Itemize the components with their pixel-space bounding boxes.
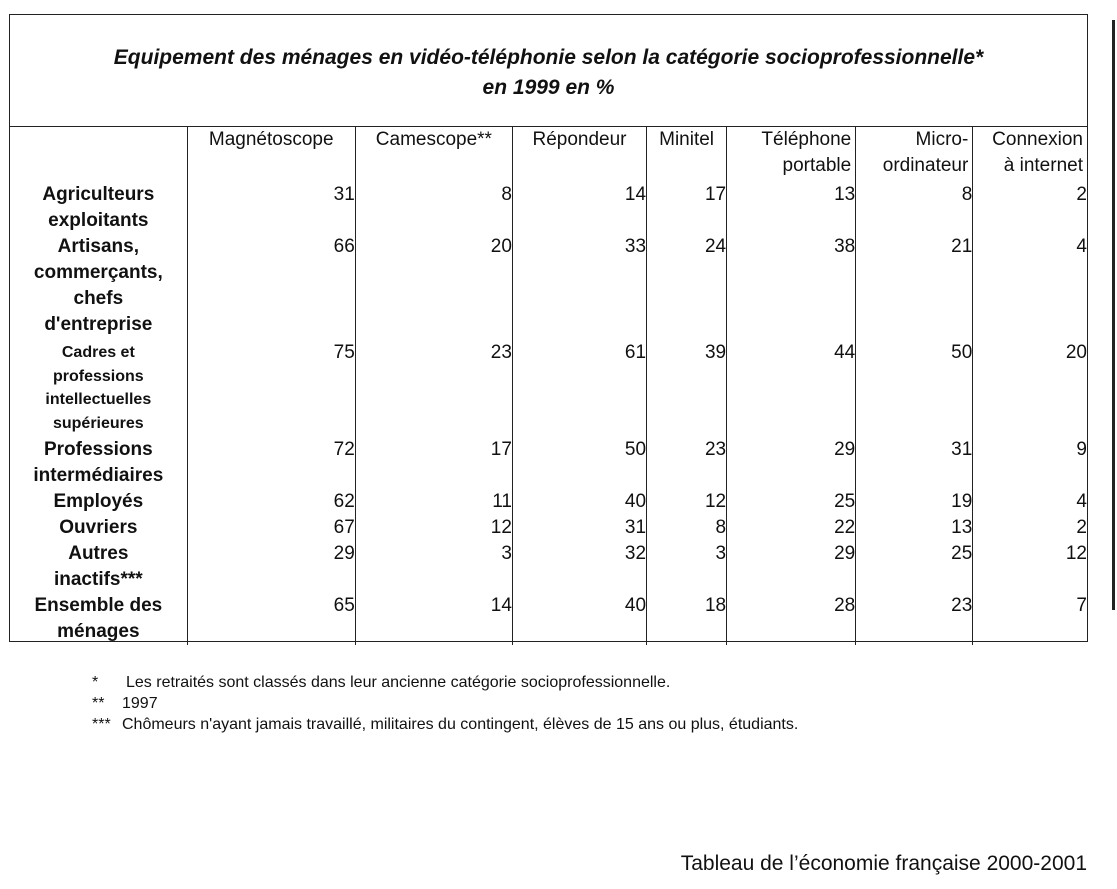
row-label-line: ménages (57, 621, 140, 642)
table-cell: 12 (355, 515, 512, 541)
row-label (10, 437, 187, 489)
table-cell: 12 (973, 541, 1087, 593)
table-row (10, 234, 1087, 340)
row-label-line: d'entreprise (44, 314, 153, 335)
table-cell: 31 (512, 515, 646, 541)
table-cell: 7 (973, 593, 1087, 645)
table-cell: 24 (647, 234, 727, 340)
row-label-line: Ouvriers (59, 517, 138, 538)
table-cell: 22 (727, 515, 856, 541)
column-header-text: Camescope** (375, 129, 492, 150)
footnote (92, 714, 798, 735)
row-label-line: professions (52, 367, 144, 385)
table-cell: 18 (647, 593, 727, 645)
table-cell: 25 (727, 489, 856, 515)
column-header-text: portable (782, 155, 852, 176)
footnote-mark: * (92, 674, 99, 691)
row-label (10, 593, 187, 645)
table-cell: 29 (727, 541, 856, 593)
table-cell: 13 (727, 182, 856, 234)
row-label-line: Agriculteurs (42, 184, 155, 205)
table-cell: 12 (647, 489, 727, 515)
data-table (10, 127, 1087, 645)
table-cell: 17 (647, 182, 727, 234)
table-cell: 32 (512, 541, 646, 593)
table-cell: 40 (512, 593, 646, 645)
table-row (10, 437, 1087, 489)
column-header (512, 127, 646, 182)
column-header (647, 127, 727, 182)
column-header-text: ordinateur (882, 155, 969, 176)
row-label (10, 234, 187, 340)
table-cell: 65 (187, 593, 355, 645)
row-label (10, 515, 187, 541)
table-cell: 31 (187, 182, 355, 234)
table-cell: 29 (187, 541, 355, 593)
table-cell: 23 (647, 437, 727, 489)
row-label-line: commerçants, (33, 262, 163, 283)
table-cell: 23 (856, 593, 973, 645)
table-cell: 28 (727, 593, 856, 645)
table-cell: 40 (512, 489, 646, 515)
column-header-text: Connexion (992, 129, 1083, 150)
column-header-text: Micro- (915, 129, 969, 150)
row-label-line: intermédiaires (33, 465, 164, 486)
column-header-text: à internet (1003, 155, 1083, 176)
table-cell: 17 (355, 437, 512, 489)
table-cell: 25 (856, 541, 973, 593)
column-header-text: Répondeur (532, 129, 627, 150)
footnotes (92, 672, 798, 735)
table-title-line1: Equipement des ménages en vidéo-téléphonie selon la catégorie socioprofessionnelle* (113, 45, 984, 69)
table-row (10, 593, 1087, 645)
table-title-line2: en 1999 en % (482, 75, 615, 99)
row-label-line: intellectuelles (45, 391, 152, 408)
table-cell: 20 (973, 340, 1087, 437)
row-label-line: supérieures (52, 414, 144, 432)
footnote-text: Les retraités sont classés dans leur ancienne catégorie socioprofessionnelle. (126, 674, 671, 691)
table-cell: 2 (973, 182, 1087, 234)
footnote (92, 693, 798, 714)
table-cell: 4 (973, 489, 1087, 515)
row-label-line: Autres (68, 543, 129, 564)
row-label-line: inactifs*** (53, 569, 143, 590)
table-cell: 66 (187, 234, 355, 340)
row-label-line: Ensemble des (34, 595, 163, 616)
table-row (10, 489, 1087, 515)
table-cell: 9 (973, 437, 1087, 489)
column-header (187, 127, 355, 182)
table-cell: 62 (187, 489, 355, 515)
table-cell: 8 (856, 182, 973, 234)
row-label-line: Professions (43, 439, 153, 460)
table-cell: 38 (727, 234, 856, 340)
source-citation: Tableau de l’économie française 2000-2001 (680, 852, 1087, 875)
table-cell: 72 (187, 437, 355, 489)
column-header (355, 127, 512, 182)
table-cell: 50 (512, 437, 646, 489)
table-cell: 8 (647, 515, 727, 541)
table-cell: 19 (856, 489, 973, 515)
table-row (10, 541, 1087, 593)
table-cell: 75 (187, 340, 355, 437)
title-box (10, 15, 1087, 127)
table-cell: 2 (973, 515, 1087, 541)
table-cell: 3 (647, 541, 727, 593)
table-cell: 39 (647, 340, 727, 437)
table-cell: 33 (512, 234, 646, 340)
row-label (10, 489, 187, 515)
table-row (10, 182, 1087, 234)
table-cell: 4 (973, 234, 1087, 340)
footnote-text: Chômeurs n'ayant jamais travaillé, militaires du contingent, élèves de 15 ans ou plus, étudiants. (122, 716, 799, 733)
table-cell: 50 (856, 340, 973, 437)
row-label-line: chefs (73, 288, 124, 309)
table-cell: 21 (856, 234, 973, 340)
row-label-line: Employés (53, 491, 144, 512)
table-cell: 67 (187, 515, 355, 541)
footnote-text: 1997 (122, 695, 158, 712)
column-header (973, 127, 1087, 182)
scan-edge-line (1112, 20, 1115, 610)
header-corner (10, 127, 187, 182)
row-label (10, 182, 187, 234)
table-cell: 14 (512, 182, 646, 234)
column-header-text: Magnétoscope (208, 129, 334, 150)
table-frame (9, 14, 1088, 642)
table-row (10, 515, 1087, 541)
table-cell: 3 (355, 541, 512, 593)
row-label-line: Artisans, (57, 236, 139, 257)
table-row (10, 340, 1087, 437)
footnote-mark: *** (92, 716, 111, 733)
table-cell: 61 (512, 340, 646, 437)
table-cell: 14 (355, 593, 512, 645)
table-cell: 23 (355, 340, 512, 437)
column-header-text: Minitel (659, 129, 715, 150)
footnote (92, 672, 798, 693)
table-cell: 20 (355, 234, 512, 340)
table-cell: 44 (727, 340, 856, 437)
column-header (727, 127, 856, 182)
table-cell: 29 (727, 437, 856, 489)
row-label (10, 340, 187, 437)
row-label-line: Cadres et (61, 344, 135, 361)
table-cell: 13 (856, 515, 973, 541)
row-label-line: exploitants (48, 210, 149, 231)
footnote-mark: ** (92, 695, 105, 712)
table-cell: 31 (856, 437, 973, 489)
row-label (10, 541, 187, 593)
table-cell: 8 (355, 182, 512, 234)
column-header-text: Téléphone (761, 129, 852, 150)
column-header (856, 127, 973, 182)
table-cell: 11 (355, 489, 512, 515)
header-row (10, 127, 1087, 182)
